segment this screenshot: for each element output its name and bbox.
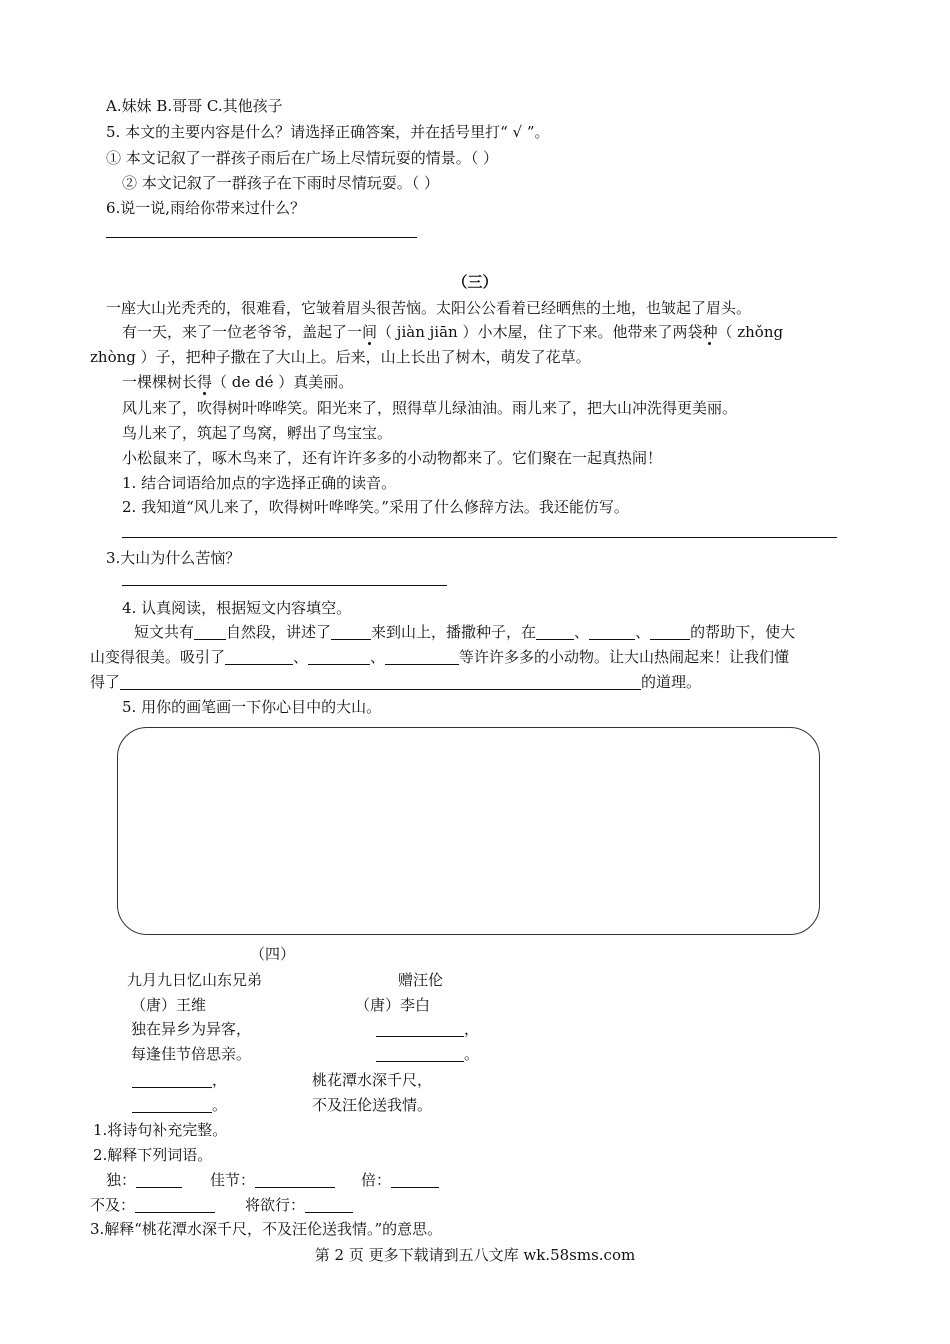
answer-options: A.妹妹 B.哥哥 C.其他孩子 (106, 97, 283, 115)
page-footer: 第 2 页 更多下载请到五八文库 wk.58sms.com (314, 1246, 636, 1264)
s4-question-3: 3.解释“桃花潭水深千尺，不及汪伦送我情。”的意思。 (90, 1220, 443, 1238)
question-6: 6.说一说,雨给你带来过什么？ (106, 199, 306, 217)
poem2-line-2: 。 (376, 1044, 479, 1064)
blank-jiajie[interactable] (255, 1172, 335, 1188)
passage-p4: 风儿来了，吹得树叶哗哗笑。阳光来了，照得草儿绿油油。雨儿来了，把大山冲洗得更美丽。 (122, 399, 738, 417)
blank-helper-3[interactable] (650, 624, 690, 640)
passage-p5: 鸟儿来了，筑起了鸟窝，孵出了鸟宝宝。 (122, 424, 393, 442)
poem1-line-3: ， (132, 1070, 227, 1090)
q5-option-1: ① 本文记叙了一群孩子雨后在广场上尽情玩耍的情景。（ ） (106, 149, 499, 167)
dotted-char-de: 得 (197, 373, 213, 391)
fill-in-line-2: 山变得很美。吸引了 、 、 等许许多多的小动物。让大山热闹起来！让我们懂 (90, 648, 790, 666)
s3-question-1: 1. 结合词语给加点的字选择正确的读音。 (122, 474, 397, 492)
passage-p3: 一棵棵树长得（ de dé ）真美丽。 (122, 373, 354, 391)
poem1-line-2: 每逢佳节倍思亲。 (131, 1045, 252, 1063)
blank-animal-2[interactable] (308, 649, 370, 665)
blank-jiangyuxing[interactable] (305, 1197, 353, 1213)
poem1-line-1: 独在异乡为异客， (131, 1020, 252, 1038)
s3-question-2: 2. 我知道“风儿来了，吹得树叶哗哗笑。”采用了什么修辞方法。我还能仿写。 (122, 498, 629, 516)
poem2-line-3: 桃花潭水深千尺， (312, 1071, 433, 1089)
blank-buji[interactable] (135, 1197, 215, 1213)
s3-question-4: 4. 认真阅读，根据短文内容填空。 (122, 599, 352, 617)
blank-poem2-line2[interactable] (376, 1046, 464, 1062)
poem1-line-4: 。 (132, 1095, 227, 1115)
s4-question-2: 2.解释下列词语。 (93, 1146, 213, 1164)
blank-du[interactable] (136, 1172, 182, 1188)
blank-animal-1[interactable] (225, 649, 293, 665)
q5-option-2: ② 本文记叙了一群孩子在下雨时尽情玩耍。（ ） (122, 174, 440, 192)
word-du: 独： (106, 1170, 182, 1190)
drawing-box[interactable] (117, 727, 820, 935)
answer-line-q6[interactable] (106, 237, 417, 238)
passage-p2: 有一天，来了一位老爷爷，盖起了一间（ jiàn jiān ）小木屋，住了下来。他带来了两袋种（ zhǒng (122, 323, 784, 341)
word-jiajie: 佳节： (210, 1170, 335, 1190)
poem1-title: 九月九日忆山东兄弟 (127, 971, 263, 989)
fill-in-line-1: 短文共有 自然段，讲述了 来到山上，播撒种子，在 、 、 的帮助下，使大 (134, 623, 796, 641)
answer-line-s3q2[interactable] (122, 537, 837, 538)
blank-helper-1[interactable] (536, 624, 574, 640)
section-3-title: （三） (452, 273, 498, 291)
dotted-char-jian: 间 (362, 323, 378, 341)
blank-poem1-line4[interactable] (132, 1097, 212, 1113)
word-bei: 倍： (361, 1170, 439, 1190)
poem2-author: （唐）李白 (355, 996, 431, 1014)
section-4-title: （四） (250, 945, 296, 963)
question-5: 5. 本文的主要内容是什么？请选择正确答案，并在括号里打“ √ ”。 (106, 123, 550, 141)
word-jiangyuxing: 将欲行： (245, 1195, 353, 1215)
s4-question-1: 1.将诗句补充完整。 (93, 1121, 228, 1139)
poem2-title: 赠汪伦 (398, 971, 444, 989)
passage-p6: 小松鼠来了，啄木鸟来了，还有许许多多的小动物都来了。它们聚在一起真热闹！ (122, 449, 663, 467)
s3-question-3: 3.大山为什么苦恼？ (106, 549, 241, 567)
word-buji: 不及： (90, 1195, 215, 1215)
passage-p1: 一座大山光秃秃的，很难看，它皱着眉头很苦恼。太阳公公看着已经晒焦的土地，也皱起了眉头。 (106, 299, 752, 317)
blank-animal-3[interactable] (385, 649, 459, 665)
passage-p2-cont: zhòng ）子，把种子撒在了大山上。后来，山上长出了树木，萌发了花草。 (90, 348, 591, 366)
blank-poem2-line1[interactable] (376, 1021, 464, 1037)
blank-who-came[interactable] (331, 624, 371, 640)
poem2-line-4: 不及汪伦送我情。 (312, 1096, 433, 1114)
blank-poem1-line3[interactable] (132, 1072, 212, 1088)
answer-line-s3q3[interactable] (122, 585, 447, 586)
blank-lesson[interactable] (120, 674, 641, 690)
poem1-author: （唐）王维 (131, 996, 207, 1014)
blank-paragraph-count[interactable] (194, 624, 226, 640)
poem2-line-1: ， (376, 1019, 479, 1039)
dotted-char-zhong: 种 (702, 323, 718, 341)
s3-question-5: 5. 用你的画笔画一下你心目中的大山。 (122, 698, 382, 716)
blank-helper-2[interactable] (589, 624, 635, 640)
blank-bei[interactable] (391, 1172, 439, 1188)
fill-in-line-3: 得了 的道理。 (90, 673, 702, 691)
